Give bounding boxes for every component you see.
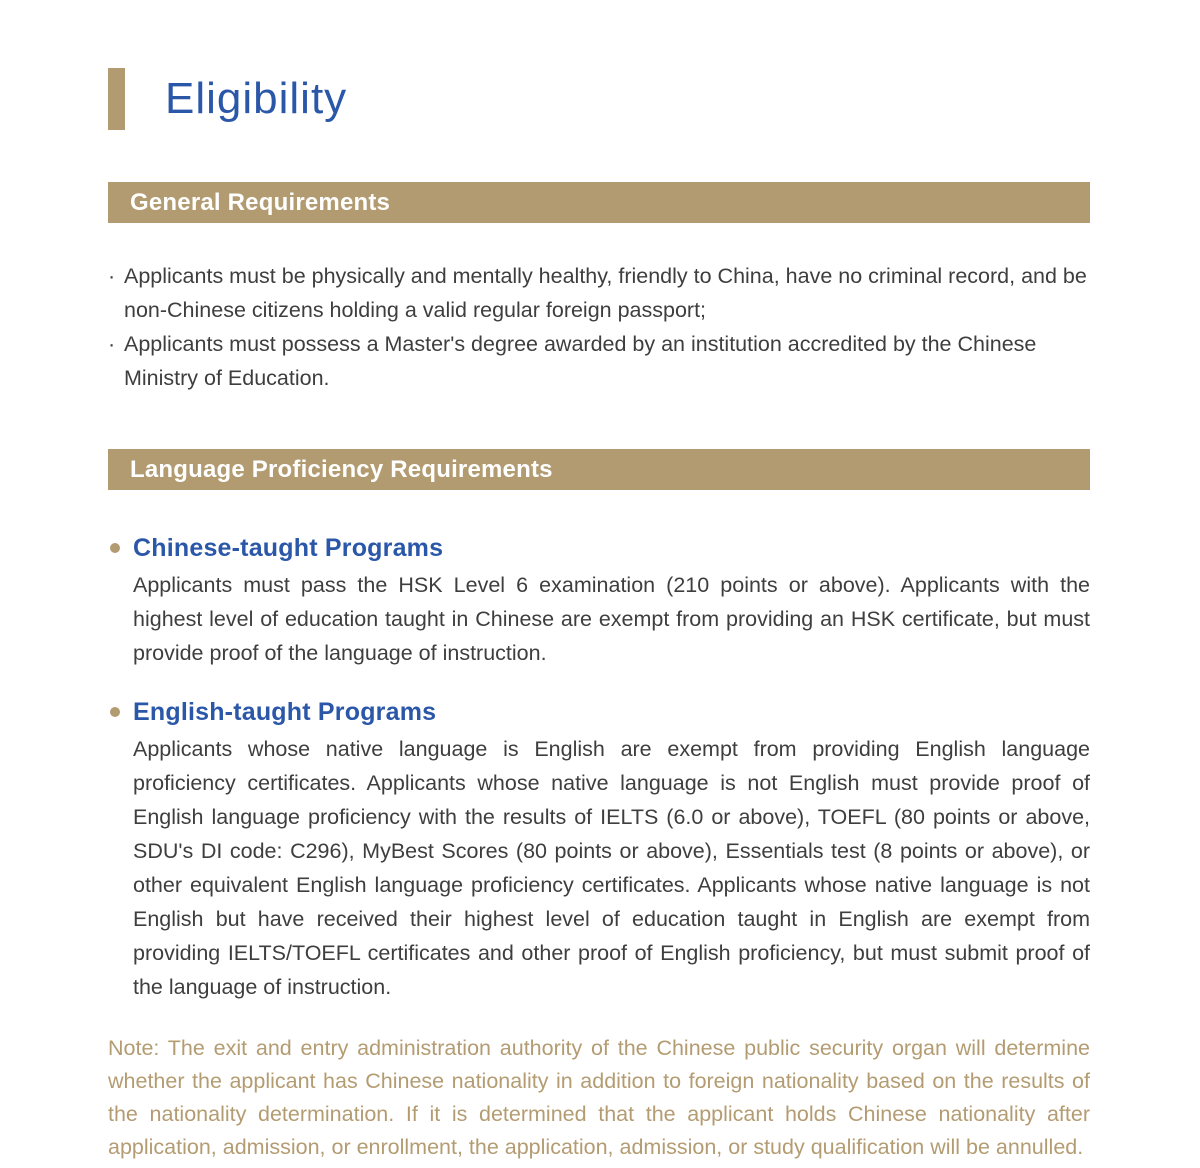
nationality-note: Note: The exit and entry administration authority of the Chinese public security organ will determine whether the applicant has Chinese nationality in addition to foreign nationality based on the results of the nationality determination. If it is determined that the applicant holds Chinese nationality after application, admission, or enrollment, the application, admission, or study qualification will be annulled. (108, 1036, 1090, 1159)
program-heading-english: English-taught Programs (133, 697, 437, 726)
program-heading-chinese: Chinese-taught Programs (133, 533, 444, 562)
program-section-english (108, 694, 1090, 1004)
list-item (108, 259, 1090, 327)
page-title: Eligibility (165, 74, 348, 123)
section-gap (108, 395, 1090, 449)
title-accent-bar (108, 68, 125, 130)
section-header-language-label: Language Proficiency Requirements (130, 455, 553, 483)
bullet-dot-icon: · (108, 264, 116, 288)
page-title-row (108, 68, 1090, 130)
bullet-dot-icon: · (108, 332, 116, 356)
section-header-language (108, 449, 1090, 490)
general-requirement-text: Applicants must be physically and mentally healthy, friendly to China, have no criminal record, and be non-Chinese citizens holding a valid regular foreign passport; (124, 264, 1087, 322)
program-body-english: Applicants whose native language is English are exempt from providing English language proficiency certificates. Applicants whose native language is not English must provide proof of English language proficiency with the results of IELTS (6.0 or above), TOEFL (80 points or above, SDU's DI code: C296), MyBest Scores (80 points or above), Essentials test (8 points or above), or other equivalent English language proficiency certificates. Applicants whose native language is not English but have received their highest level of education taught in English are exempt from providing IELTS/TOEFL certificates and other proof of English proficiency, but must submit proof of the language of instruction. (133, 737, 1090, 999)
bullet-dot-icon (110, 543, 120, 553)
program-heading-row (108, 530, 1090, 566)
general-requirements-list (108, 259, 1090, 395)
general-requirement-text: Applicants must possess a Master's degree awarded by an institution accredited by the Chinese Ministry of Education. (124, 332, 1037, 390)
program-body-chinese: Applicants must pass the HSK Level 6 examination (210 points or above). Applicants with the highest level of education taught in Chinese are exempt from providing an HSK certificate, but must provide proof of the language of instruction. (133, 573, 1090, 665)
bullet-dot-icon (110, 707, 120, 717)
section-header-general (108, 182, 1090, 223)
program-heading-row (108, 694, 1090, 730)
list-item (108, 327, 1090, 395)
program-section-chinese (108, 530, 1090, 670)
section-header-general-label: General Requirements (130, 188, 391, 216)
